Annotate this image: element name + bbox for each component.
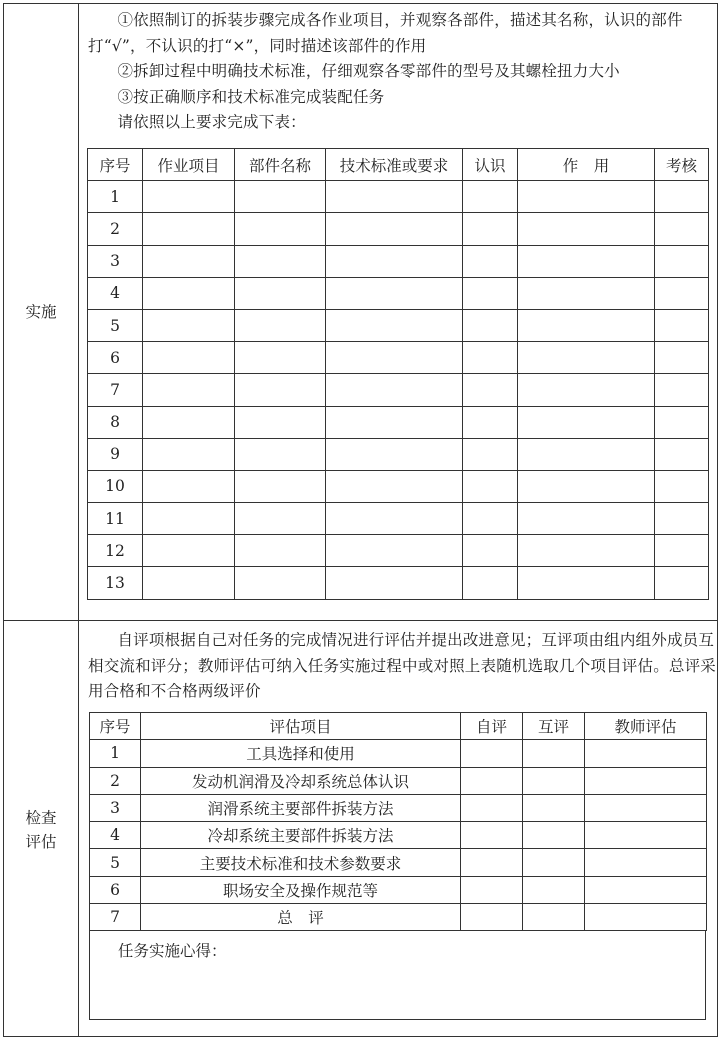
row-number: 9	[88, 438, 143, 470]
tech-standard-cell[interactable]	[326, 406, 463, 438]
function-cell[interactable]	[518, 213, 655, 245]
header-tech-standard: 技术标准或要求	[326, 149, 463, 181]
table-row	[88, 406, 709, 438]
header-function: 作 用	[518, 149, 655, 181]
self-eval-cell[interactable]	[461, 876, 523, 903]
part-name-cell[interactable]	[235, 309, 326, 341]
header-work-item: 作业项目	[143, 149, 235, 181]
work-item-cell[interactable]	[143, 309, 235, 341]
assessment-cell[interactable]	[655, 567, 709, 599]
instruction-3: ③按正确顺序和技术标准完成装配任务	[117, 87, 385, 106]
table-row	[88, 213, 709, 245]
row-number: 8	[88, 406, 143, 438]
header-recognize: 认识	[463, 149, 518, 181]
eval-item: 总 评	[141, 904, 461, 931]
table-row	[90, 794, 707, 821]
teacher-eval-cell[interactable]	[585, 904, 707, 931]
tech-standard-cell[interactable]	[326, 277, 463, 309]
self-eval-cell[interactable]	[461, 767, 523, 794]
teacher-eval-cell[interactable]	[585, 849, 707, 876]
table-row	[90, 822, 707, 849]
eval-row-number: 3	[90, 794, 141, 821]
eval-item: 发动机润滑及冷却系统总体认识	[141, 767, 461, 794]
row-number: 11	[88, 503, 143, 535]
implementation-table	[87, 148, 709, 600]
evaluation-label-line1: 检查	[25, 809, 57, 827]
header-part-name: 部件名称	[235, 149, 326, 181]
work-item-cell[interactable]	[143, 181, 235, 213]
work-item-cell[interactable]	[143, 438, 235, 470]
function-cell[interactable]	[518, 567, 655, 599]
assessment-cell[interactable]	[655, 181, 709, 213]
label-column-divider	[78, 4, 79, 1036]
eval-header-seq: 序号	[90, 713, 141, 740]
table-row	[90, 767, 707, 794]
function-cell[interactable]	[518, 470, 655, 502]
table-row	[90, 904, 707, 931]
tech-standard-cell[interactable]	[326, 181, 463, 213]
evaluation-label-line2: 评估	[25, 833, 57, 851]
work-item-cell[interactable]	[143, 277, 235, 309]
evaluation-table	[89, 712, 707, 931]
assessment-cell[interactable]	[655, 374, 709, 406]
function-cell[interactable]	[518, 406, 655, 438]
table-row	[88, 470, 709, 502]
work-item-cell[interactable]	[143, 406, 235, 438]
self-eval-cell[interactable]	[461, 904, 523, 931]
recognize-cell[interactable]	[463, 535, 518, 567]
recognize-cell[interactable]	[463, 438, 518, 470]
task-reflection-label: 任务实施心得：	[118, 942, 227, 960]
teacher-eval-cell[interactable]	[585, 767, 707, 794]
assessment-cell[interactable]	[655, 245, 709, 277]
eval-row-number: 6	[90, 876, 141, 903]
evaluation-description	[88, 628, 716, 705]
eval-header-peer: 互评	[523, 713, 585, 740]
eval-row-number: 7	[90, 904, 141, 931]
part-name-cell[interactable]	[235, 213, 326, 245]
eval-item: 主要技术标准和技术参数要求	[141, 849, 461, 876]
row-number: 13	[88, 567, 143, 599]
function-cell[interactable]	[518, 438, 655, 470]
assessment-cell[interactable]	[655, 503, 709, 535]
tech-standard-cell[interactable]	[326, 567, 463, 599]
part-name-cell[interactable]	[235, 374, 326, 406]
part-name-cell[interactable]	[235, 277, 326, 309]
assessment-cell[interactable]	[655, 213, 709, 245]
recognize-cell[interactable]	[463, 374, 518, 406]
recognize-cell[interactable]	[463, 309, 518, 341]
eval-item: 职场安全及操作规范等	[141, 876, 461, 903]
self-eval-cell[interactable]	[461, 822, 523, 849]
part-name-cell[interactable]	[235, 503, 326, 535]
table-row	[88, 309, 709, 341]
recognize-cell[interactable]	[463, 181, 518, 213]
task-reflection-box[interactable]	[89, 931, 706, 1020]
work-item-cell[interactable]	[143, 567, 235, 599]
table-row	[88, 535, 709, 567]
eval-header-self: 自评	[461, 713, 523, 740]
function-cell[interactable]	[518, 245, 655, 277]
teacher-eval-cell[interactable]	[585, 740, 707, 767]
work-item-cell[interactable]	[143, 342, 235, 374]
row-number: 10	[88, 470, 143, 502]
peer-eval-cell[interactable]	[523, 767, 585, 794]
teacher-eval-cell[interactable]	[585, 876, 707, 903]
table-row	[88, 277, 709, 309]
work-item-cell[interactable]	[143, 503, 235, 535]
part-name-cell[interactable]	[235, 181, 326, 213]
function-cell[interactable]	[518, 374, 655, 406]
instruction-1: ①依照制订的拆装步骤完成各作业项目，并观察各部件，描述其名称，认识的部件打“√”，不认识的打“×”，同时描述该部件的作用	[88, 11, 683, 55]
eval-item: 冷却系统主要部件拆装方法	[141, 822, 461, 849]
work-item-cell[interactable]	[143, 374, 235, 406]
tech-standard-cell[interactable]	[326, 342, 463, 374]
row-number: 6	[88, 342, 143, 374]
teacher-eval-cell[interactable]	[585, 794, 707, 821]
work-item-cell[interactable]	[143, 213, 235, 245]
implementation-label: 实施	[25, 303, 57, 321]
recognize-cell[interactable]	[463, 567, 518, 599]
work-item-cell[interactable]	[143, 470, 235, 502]
function-cell[interactable]	[518, 181, 655, 213]
eval-row-number: 2	[90, 767, 141, 794]
peer-eval-cell[interactable]	[523, 876, 585, 903]
table-row	[88, 567, 709, 599]
implementation-instructions	[88, 8, 716, 136]
section-divider	[4, 620, 717, 621]
eval-row-number: 4	[90, 822, 141, 849]
assessment-cell[interactable]	[655, 406, 709, 438]
evaluation-table-header	[90, 713, 707, 740]
function-cell[interactable]	[518, 309, 655, 341]
table-row	[88, 245, 709, 277]
row-number: 3	[88, 245, 143, 277]
row-number: 12	[88, 535, 143, 567]
table-row	[90, 876, 707, 903]
row-number: 4	[88, 277, 143, 309]
recognize-cell[interactable]	[463, 277, 518, 309]
tech-standard-cell[interactable]	[326, 309, 463, 341]
recognize-cell[interactable]	[463, 470, 518, 502]
header-seq: 序号	[88, 149, 143, 181]
table-row	[90, 740, 707, 767]
eval-item: 润滑系统主要部件拆装方法	[141, 794, 461, 821]
peer-eval-cell[interactable]	[523, 904, 585, 931]
peer-eval-cell[interactable]	[523, 740, 585, 767]
recognize-cell[interactable]	[463, 503, 518, 535]
part-name-cell[interactable]	[235, 535, 326, 567]
instruction-4: 请依照以上要求完成下表：	[117, 113, 306, 131]
work-item-cell[interactable]	[143, 245, 235, 277]
peer-eval-cell[interactable]	[523, 822, 585, 849]
eval-row-number: 1	[90, 740, 141, 767]
assessment-cell[interactable]	[655, 309, 709, 341]
instruction-2: ②拆卸过程中明确技术标准，仔细观察各零部件的型号及其螺栓扭力大小	[117, 62, 620, 80]
eval-header-item: 评估项目	[141, 713, 461, 740]
self-eval-cell[interactable]	[461, 849, 523, 876]
tech-standard-cell[interactable]	[326, 438, 463, 470]
table-row	[88, 438, 709, 470]
recognize-cell[interactable]	[463, 342, 518, 374]
recognize-cell[interactable]	[463, 406, 518, 438]
part-name-cell[interactable]	[235, 406, 326, 438]
row-number: 1	[88, 181, 143, 213]
table-row	[88, 374, 709, 406]
row-number: 7	[88, 374, 143, 406]
implementation-table-header	[88, 149, 709, 181]
table-row	[88, 181, 709, 213]
assessment-cell[interactable]	[655, 438, 709, 470]
function-cell[interactable]	[518, 503, 655, 535]
part-name-cell[interactable]	[235, 567, 326, 599]
assessment-cell[interactable]	[655, 277, 709, 309]
eval-item: 工具选择和使用	[141, 740, 461, 767]
peer-eval-cell[interactable]	[523, 849, 585, 876]
eval-header-teacher: 教师评估	[585, 713, 707, 740]
recognize-cell[interactable]	[463, 213, 518, 245]
eval-row-number: 5	[90, 849, 141, 876]
self-eval-cell[interactable]	[461, 794, 523, 821]
tech-standard-cell[interactable]	[326, 213, 463, 245]
function-cell[interactable]	[518, 277, 655, 309]
table-row	[90, 849, 707, 876]
recognize-cell[interactable]	[463, 245, 518, 277]
tech-standard-cell[interactable]	[326, 374, 463, 406]
assessment-cell[interactable]	[655, 342, 709, 374]
part-name-cell[interactable]	[235, 342, 326, 374]
table-row	[88, 503, 709, 535]
function-cell[interactable]	[518, 342, 655, 374]
part-name-cell[interactable]	[235, 245, 326, 277]
row-number: 5	[88, 309, 143, 341]
tech-standard-cell[interactable]	[326, 535, 463, 567]
self-eval-cell[interactable]	[461, 740, 523, 767]
evaluation-label	[4, 806, 78, 854]
tech-standard-cell[interactable]	[326, 503, 463, 535]
part-name-cell[interactable]	[235, 438, 326, 470]
evaluation-description-text: 自评项根据自己对任务的完成情况进行评估并提出改进意见；互评项由组内组外成员互相交流和评分；教师评估可纳入任务实施过程中或对照上表随机选取几个项目评估。总评采用合格和不合格两级评价	[88, 631, 717, 700]
part-name-cell[interactable]	[235, 470, 326, 502]
assessment-cell[interactable]	[655, 535, 709, 567]
row-number: 2	[88, 213, 143, 245]
assessment-cell[interactable]	[655, 470, 709, 502]
tech-standard-cell[interactable]	[326, 245, 463, 277]
function-cell[interactable]	[518, 535, 655, 567]
tech-standard-cell[interactable]	[326, 470, 463, 502]
peer-eval-cell[interactable]	[523, 794, 585, 821]
table-row	[88, 342, 709, 374]
header-assessment: 考核	[655, 149, 709, 181]
teacher-eval-cell[interactable]	[585, 822, 707, 849]
work-item-cell[interactable]	[143, 535, 235, 567]
